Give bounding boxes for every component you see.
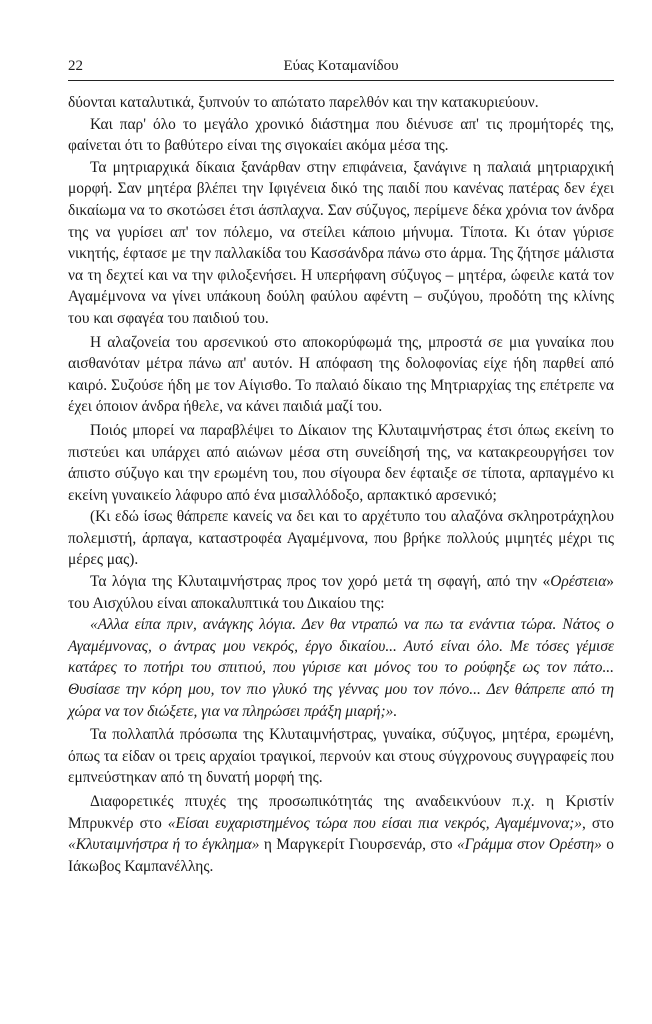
work-title: Ορέστεια — [550, 573, 607, 591]
paragraph — [68, 791, 614, 877]
text-run: η Μαργκερίτ Γιουρσενάρ, στο — [259, 836, 457, 854]
body-text — [68, 92, 614, 877]
text-run: Διαφορετικές πτυχές της προσωπικότητάς της αναδεικνύουν π.χ. η Κριστίν Μπρυκνέρ στο — [68, 793, 614, 832]
paragraph: Ποιός μπορεί να παραβλέψει το Δίκαιον της Κλυταιμνήστρας έτσι όπως εκείνη το πιστεύει και υπάρχει από αιώνων μέσα στη συνείδησή της, να κατακρεουργήσει τον άπιστο σύζυγο και την ερωμένη του, που σίγουρα δεν έφταιξε σε τίποτα, αρπαγμένο κι εκείνη γυναικείο λάφυρο από ένα μισαλλόδοξο, αρπακτικό αρσενικό; — [68, 421, 614, 504]
text-run: Τα λόγια της Κλυταιμνήστρας προς τον χορό μετά τη σφαγή, από την « — [90, 573, 551, 591]
paragraph — [68, 571, 614, 614]
page-header — [68, 58, 614, 81]
paragraph: Τα πολλαπλά πρόσωπα της Κλυταιμνήστρας, γυναίκα, σύζυγος, μητέρα, ερωμένη, όπως τα είδαν οι τρεις αρχαίοι τραγικοί, περνούν και στους σύγχρονους συγγραφείς που εμπνεύστηκαν από τη δυνατή μορφή της. — [68, 726, 614, 787]
work-title: «Είσαι ευχαριστημένος τώρα που είσαι πια νεκρός, Αγαμέμνονα;» — [167, 814, 582, 832]
quotation: «Αλλα είπα πριν, ανάγκης λόγια. Δεν θα ντραπώ να πω τα ενάντια τώρα. Νάτος ο Αγαμέμνονας, ο άντρας μου νεκρός, έργο δικαίου... Αυτό είναι όλο. Με τόσες γέμισε κατάρες το ποτήρι του σπιτιού, που γύρισε και μόνος του το ρούφηξε ως τον πάτο... Θυσίασε την κόρη μου, τον πιο γλυκό της γέννας μου τον πόνο... Δεν θάπρεπε από τη χώρα να τον διώξετε, για να πληρώσει πράξη μιαρή;». — [68, 616, 614, 720]
page-number: 22 — [68, 58, 83, 74]
text-run: ο Ιάκωβος Καμπανέλλης. — [68, 836, 614, 875]
paragraph: Τα μητριαρχικά δίκαια ξανάρθαν στην επιφάνεια, ξανάγινε η παλαιά μητριαρχική μορφή. Σαν μητέρα βλέπει την Ιφιγένεια δικό της παιδί που κανένας πατέρας δεν έχει δικαίωμα να το σκοτώσει έτσι άσπλαχνα. Σαν σύζυγος, περίμενε δέκα χρόνια τον άνδρα της να γυρίσει απ' τον πόλεμο, να στείλει κάποιο μήνυμα. Τίποτα. Κι όταν γύρισε νικητής, έφτασε με την παλλακίδα του Κασσάνδρα πάνω στο άρμα. Της ζήτησε μάλιστα να τη δεχτεί και να την φιλοξενήσει. Η υπερήφανη σύζυγος – μητέρα, ώφειλε κατά τον Αγαμέμνονα να γίνει υπάκουη δούλη φαύλου αφέντη – συζύγου, προδότη της κλίνης του και σφαγέα του παιδιού του. — [68, 158, 614, 327]
text-run: , στο — [581, 814, 614, 832]
text-run: » του Αισχύλου είναι αποκαλυπτικά του Δικαίου της: — [68, 573, 614, 612]
work-title: «Γράμμα στον Ορέστη» — [456, 836, 602, 854]
paragraph: Και παρ' όλο το μεγάλο χρονικό διάστημα που διένυσε απ' τις προμήτορές της, φαίνεται ότι το βαθύτερο είναι της σιγοκαίει ακόμα μέσα της. — [68, 115, 614, 155]
paragraph: Η αλαζονεία του αρσενικού στο αποκορύφωμά της, μπροστά σε μια γυναίκα που αισθανόταν μέτρα πάνω απ' αυτόν. Η απόφαση της δολοφονίας είχε ήδη παρθεί από καιρό. Συζούσε ήδη με τον Αίγισθο. Το παλαιό δίκαιο της Μητριαρχίας της επέτρεπε να έχει όποιον άνδρα ήθελε, να κάνει παιδιά μαζί του. — [68, 333, 614, 416]
paragraph: δύονται καταλυτικά, ξυπνούν το απώτατο παρελθόν και την κατακυριεύουν. — [68, 94, 539, 111]
running-head: Εύας Κοταμανίδου — [283, 58, 399, 74]
paragraph: (Κι εδώ ίσως θάπρεπε κανείς να δει και το αρχέτυπο του αλαζόνα σκληροτράχηλου πολεμιστή, άρπαγα, καταστροφέα Αγαμέμνονα, που βρήκε πολλούς μιμητές μέχρι τις μέρες μας). — [68, 508, 614, 569]
work-title: «Κλυταιμνήστρα ή το έγκλημα» — [68, 836, 260, 854]
